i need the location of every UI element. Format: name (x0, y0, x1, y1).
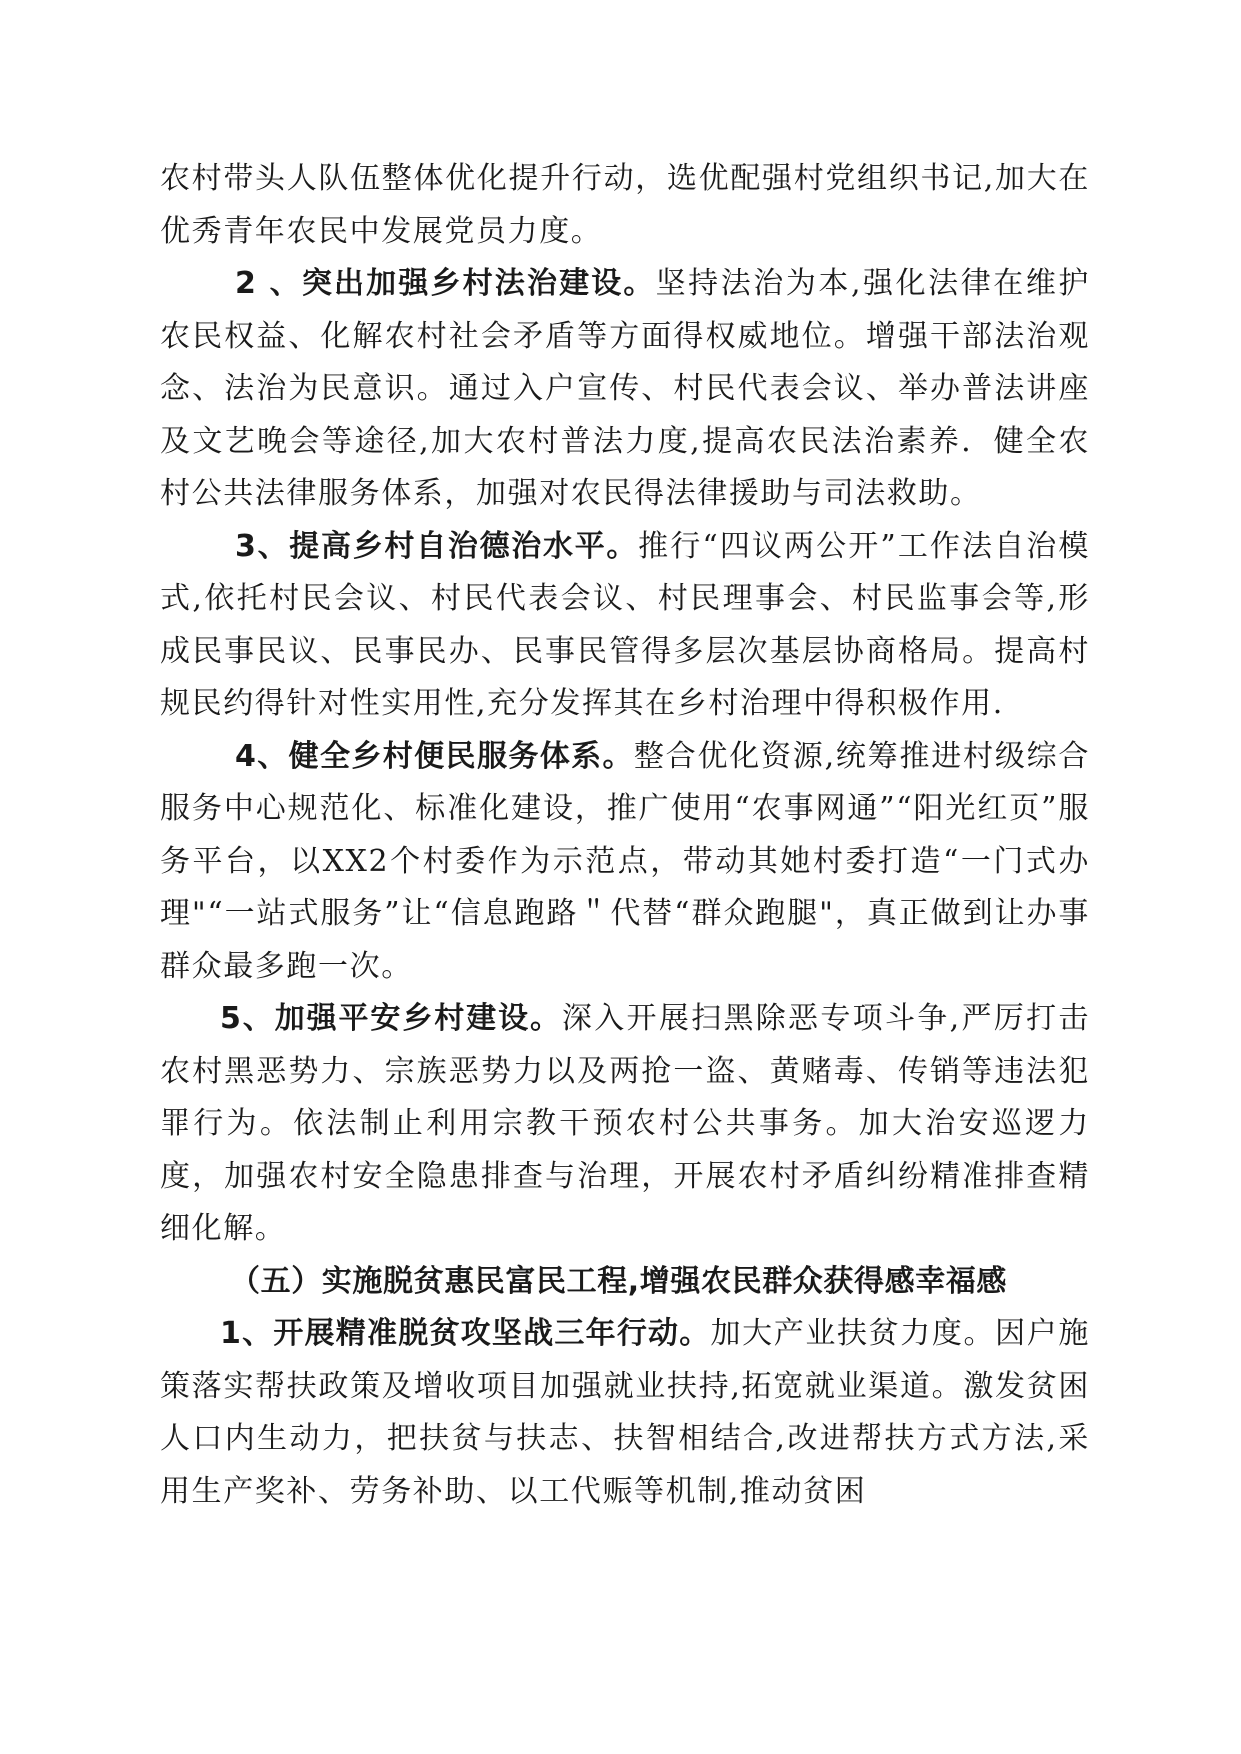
section-heading: （五）实施脱贫惠民富民工程,增强农民群众获得感幸福感 (230, 1263, 1007, 1299)
paragraph-text: 加大产业扶贫力度。因户施策落实帮扶政策及增收项目加强就业扶持,拓宽就业渠道。激发贫困人口内生动力，把扶贫与扶志、扶智相结合,改进帮扶方式方法,采用生产奖补、劳务补助、以工代赈等机制,推动贫困 (160, 1316, 1090, 1509)
paragraph-lead: 2 、突出加强乡村法治建设。 (235, 266, 656, 301)
paragraph-text: 推行“四议两公开”工作法自治模式,依托村民会议、村民代表会议、村民理事会、村民监事会等,形成民事民议、民事民办、民事民管得多层次基层协商格局。提高村规民约得针对性实用性,充分发挥其在乡村治理中得积极作用. (160, 528, 1090, 721)
paragraph-text: 农村带头人队伍整体优化提升行动，选优配强村党组织书记,加大在优秀青年农民中发展党员力度。 (160, 161, 1090, 249)
paragraph-service-system (160, 731, 1090, 994)
paragraph-text: 坚持法治为本,强化法律在维护农民权益、化解农村社会矛盾等方面得权威地位。增强干部法治观念、法治为民意识。通过入户宣传、村民代表会议、举办普法讲座及文艺晚会等途径,加大农村普法力度,提高农民法治素养．健全农村公共法律服务体系，加强对农民得法律援助与司法救助。 (160, 266, 1090, 511)
paragraph-poverty-alleviation (160, 1308, 1090, 1518)
paragraph-rule-of-law (160, 258, 1090, 521)
paragraph-lead: 4、健全乡村便民服务体系。 (235, 738, 634, 774)
document-body (160, 153, 1090, 1518)
paragraph-lead: 1、开展精准脱贫攻坚战三年行动。 (220, 1316, 711, 1351)
paragraph-lead: 5、加强平安乡村建设。 (220, 1001, 562, 1036)
paragraph-lead: 3、提高乡村自治德治水平。 (235, 528, 639, 564)
paragraph-self-governance (160, 521, 1090, 731)
paragraph-text: 整合优化资源,统筹推进村级综合服务中心规范化、标准化建设，推广使用“农事网通”“阳光红页”服务平台，以XX2个村委作为示范点，带动其她村委打造“一门式办理"“一站式服务”让“信息跑路＂代替“群众跑腿"，真正做到让办事群众最多跑一次。 (160, 738, 1090, 984)
paragraph-safe-village (160, 993, 1090, 1256)
paragraph-text: 深入开展扫黑除恶专项斗争,严厉打击农村黑恶势力、宗族恶势力以及两抢一盗、黄赌毒、传销等违法犯罪行为。依法制止利用宗教干预农村公共事务。加大治安巡逻力度，加强农村安全隐患排查与治理，开展农村矛盾纠纷精准排查精细化解。 (160, 1001, 1090, 1246)
paragraph-continuation (160, 153, 1090, 258)
